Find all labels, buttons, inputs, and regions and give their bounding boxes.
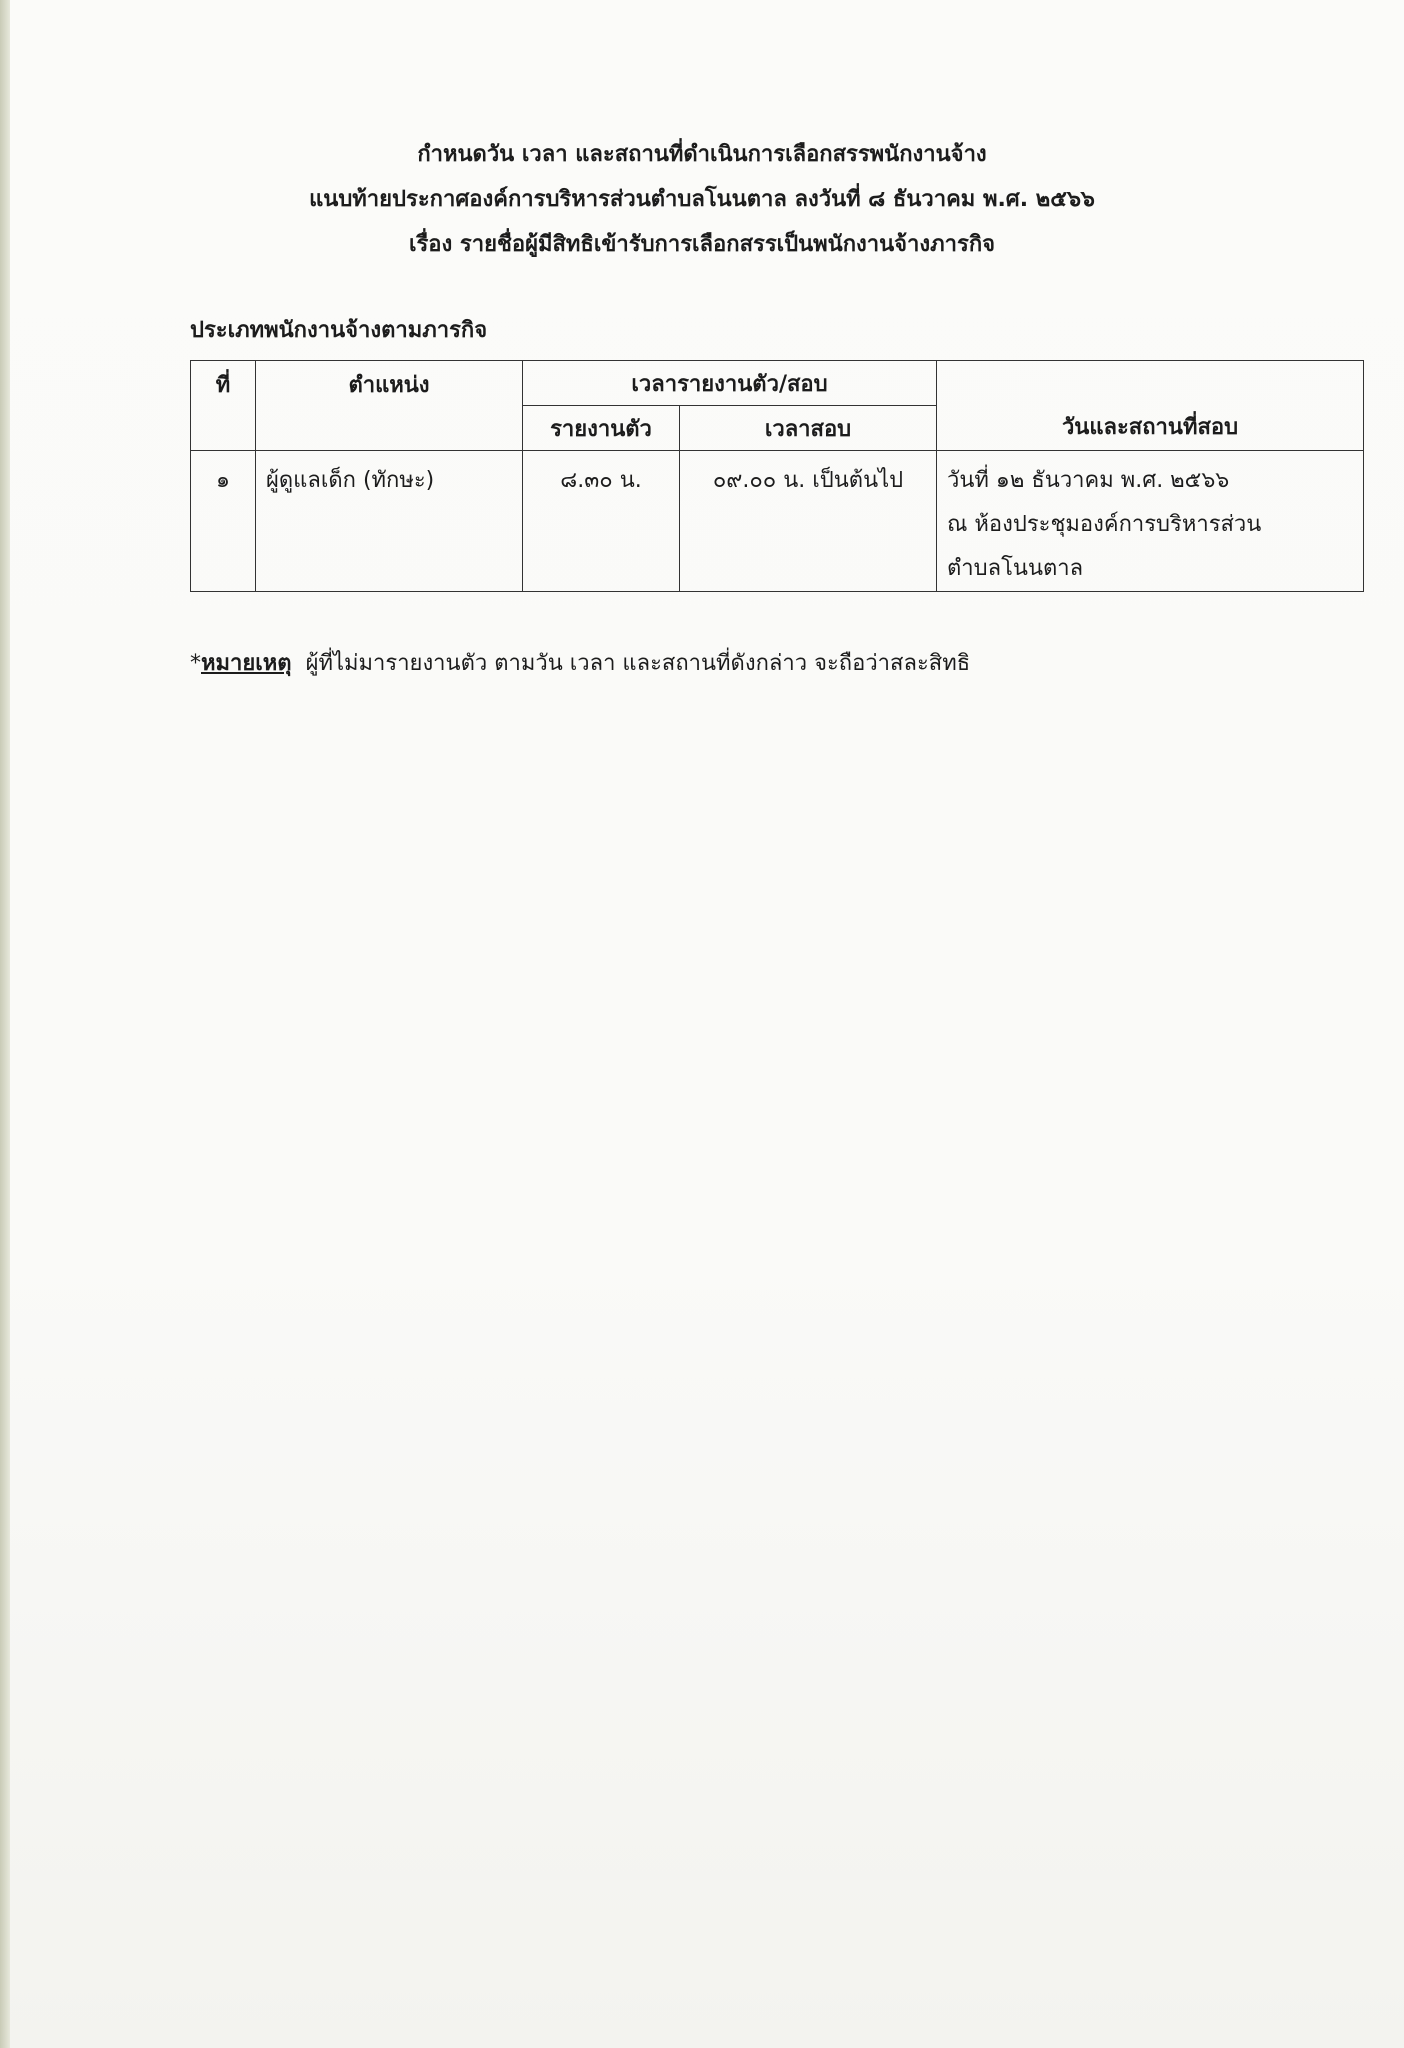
section-label: ประเภทพนักงานจ้างตามภารกิจ <box>190 318 488 343</box>
place-line-3: ตำบลโนนตาล <box>947 556 1084 581</box>
cell-exam-time: ๐๙.๐๐ น. เป็นต้นไป <box>680 451 937 592</box>
cell-position: ผู้ดูแลเด็ก (ทักษะ) <box>256 451 523 592</box>
footnote <box>190 645 970 680</box>
header-line-1: กำหนดวัน เวลา และสถานที่ดำเนินการเลือกสรรพนักงานจ้าง <box>417 142 987 167</box>
header-exam-time: เวลาสอบ <box>680 406 937 451</box>
note-label: หมายเหตุ <box>201 651 292 676</box>
header-position: ตำแหน่ง <box>256 361 523 451</box>
header-date-place: วันและสถานที่สอบ <box>937 361 1364 451</box>
place-line-1: วันที่ ๑๒ ธันวาคม พ.ศ. ๒๕๖๖ <box>947 468 1230 493</box>
note-text: ผู้ที่ไม่มารายงานตัว ตามวัน เวลา และสถานที่ดังกล่าว จะถือว่าสละสิทธิ <box>305 651 971 676</box>
note-asterisk: * <box>190 651 201 676</box>
header-no: ที่ <box>191 361 256 451</box>
header-line-3: เรื่อง รายชื่อผู้มีสิทธิเข้ารับการเลือกสรรเป็นพนักงานจ้างภารกิจ <box>408 232 996 257</box>
header-report: รายงานตัว <box>523 406 680 451</box>
cell-date-place <box>937 451 1364 592</box>
document-header <box>0 132 1404 267</box>
cell-no: ๑ <box>191 451 256 592</box>
table-row <box>191 451 1364 592</box>
document-page <box>10 0 1404 2048</box>
place-line-2: ณ ห้องประชุมองค์การบริหารส่วน <box>947 512 1262 537</box>
header-line-2: แนบท้ายประกาศองค์การบริหารส่วนตำบลโนนตาล ลงวันที่ ๘ ธันวาคม พ.ศ. ๒๕๖๖ <box>309 187 1095 212</box>
schedule-table <box>190 360 1364 592</box>
page-edge <box>0 0 10 2048</box>
cell-report-time: ๘.๓๐ น. <box>523 451 680 592</box>
header-time-group: เวลารายงานตัว/สอบ <box>523 361 937 406</box>
